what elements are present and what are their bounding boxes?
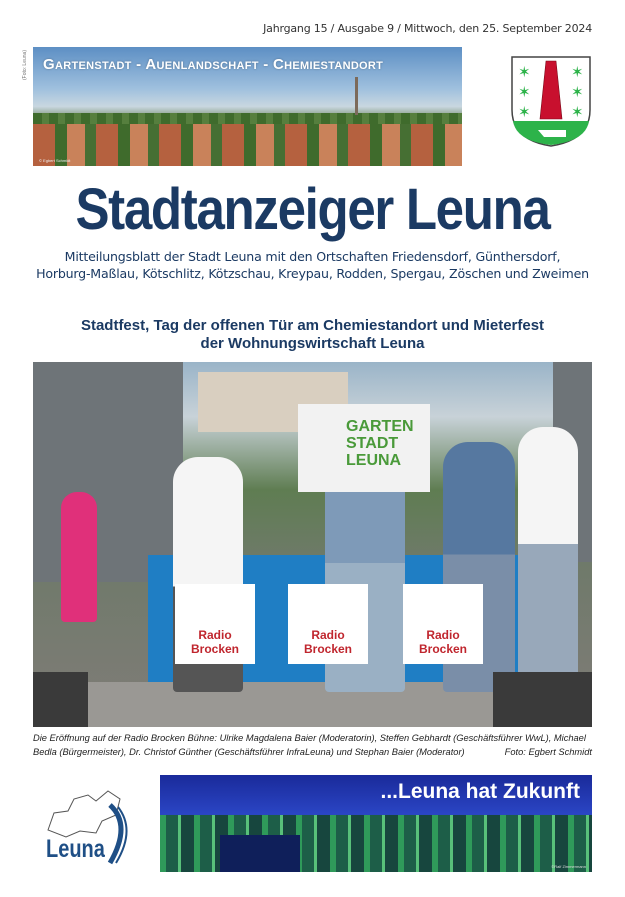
lead-photo bbox=[33, 362, 592, 727]
subtitle-line: Horburg-Maßlau, Kötschlitz, Kötzschau, Kreypau, Rodden, Spergau, Zöschen und Zweimen bbox=[36, 266, 589, 281]
banner-chimney bbox=[355, 77, 358, 115]
banner-credit: © Egbert Schmidt bbox=[39, 158, 71, 163]
speaker-right bbox=[493, 672, 592, 727]
subtitle-line: Mitteilungsblatt der Stadt Leuna mit den Ortschaften Friedensdorf, Günthersdorf, bbox=[64, 249, 561, 264]
radio-brocken-panel: Radio Brocken bbox=[288, 584, 368, 664]
water bbox=[220, 835, 300, 872]
radio-brocken-panel: Radio Brocken bbox=[175, 584, 255, 664]
banner-rooftops bbox=[33, 124, 462, 166]
photo-credit: Foto: Egbert Schmidt bbox=[504, 747, 592, 757]
caption-text: Die Eröffnung auf der Radio Brocken Bühne: Ulrike Magdalena Baier (Moderatorin), Steffen Gebhardt (Geschäftsführer WwL), Michael Bedla (Bürgermeister), Dr. Christof Günther (Geschäftsführer InfraLeuna) und Stephan Baier (Moderator) bbox=[33, 733, 586, 757]
svg-text:✶: ✶ bbox=[518, 103, 531, 121]
radio-brocken-panel: Radio Brocken bbox=[403, 584, 483, 664]
speaker-left bbox=[33, 672, 88, 727]
svg-text:✶: ✶ bbox=[571, 63, 584, 81]
ad-slogan: ...Leuna hat Zukunft bbox=[380, 780, 580, 803]
svg-text:✶: ✶ bbox=[571, 103, 584, 121]
side-credit: (Foto: Leuna) bbox=[22, 50, 28, 81]
ad-credit: ©Ralf Zimmermann bbox=[551, 864, 586, 869]
svg-text:✶: ✶ bbox=[518, 83, 531, 101]
svg-text:✶: ✶ bbox=[518, 63, 531, 81]
headline-line: der Wohnungswirtschaft Leuna bbox=[200, 335, 425, 352]
coat-of-arms-icon bbox=[510, 55, 592, 148]
photo-caption bbox=[33, 731, 592, 759]
person bbox=[518, 427, 578, 687]
svg-text:✶: ✶ bbox=[571, 83, 584, 101]
lead-headline bbox=[0, 317, 625, 353]
header-banner-image bbox=[33, 47, 462, 166]
banner-title: Gartenstadt - Auenlandschaft - Chemiestandort bbox=[43, 56, 384, 73]
leuna-logo-text: Leuna bbox=[46, 835, 105, 863]
newspaper-title: Stadtanzeiger Leuna bbox=[75, 177, 550, 242]
issue-dateline: Jahrgang 15 / Ausgabe 9 / Mittwoch, den 25. September 2024 bbox=[263, 22, 592, 35]
masthead-subtitle bbox=[0, 248, 625, 282]
leuna-hat-zukunft-banner bbox=[160, 775, 592, 872]
stage-screen-left bbox=[33, 362, 183, 582]
garten-stadt-sign: GARTEN STADT LEUNA bbox=[298, 404, 430, 492]
person-moderator bbox=[61, 492, 97, 622]
headline-line: Stadtfest, Tag der offenen Tür am Chemiestandort und Mieterfest bbox=[80, 317, 545, 334]
